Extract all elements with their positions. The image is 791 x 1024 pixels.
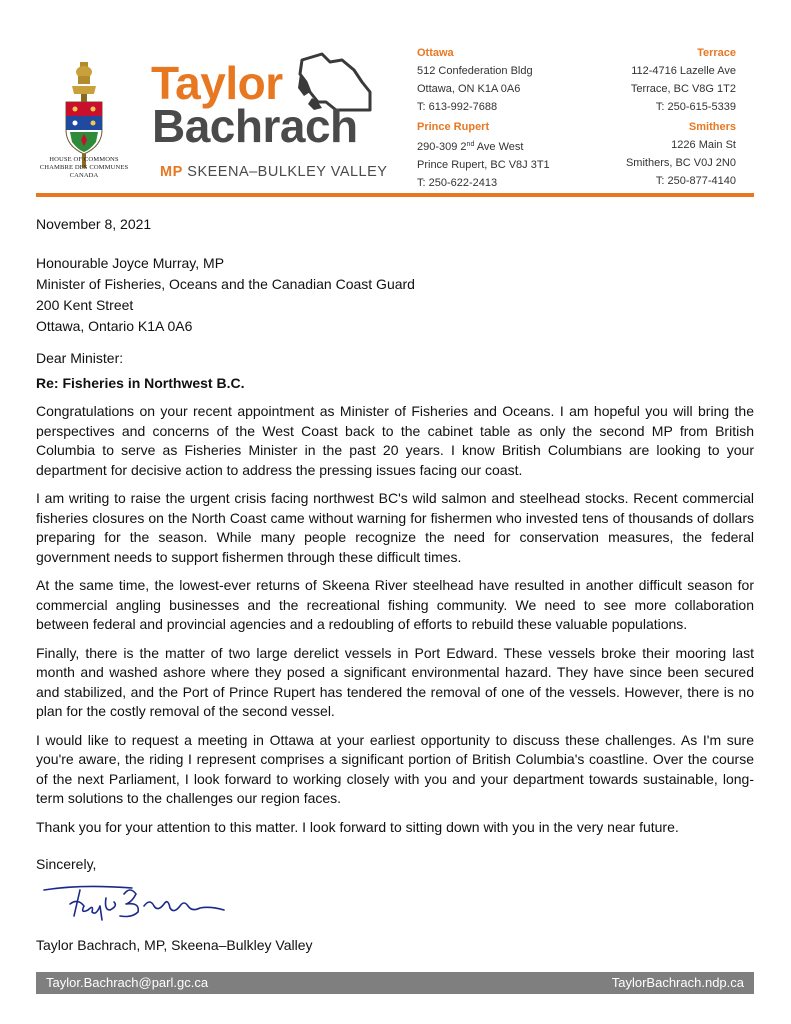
crest-caption-line: CHAMBRE DES COMMUNES: [39, 164, 129, 171]
riding-label: SKEENA–BULKLEY VALLEY: [187, 164, 388, 180]
handwritten-signature-icon: [40, 876, 230, 936]
body-paragraph: Thank you for your attention to this matter. I look forward to sitting down with you in the very near future.: [36, 818, 679, 835]
closing: Sincerely,: [36, 856, 97, 872]
office-ottawa: [417, 44, 533, 116]
office-address-line: 512 Confederation Bldg: [417, 65, 533, 77]
body-paragraph: I am writing to raise the urgent crisis facing northwest BC's wild salmon and steelhead stocks. Recent commercial fisheries closures on the North Coast came without warning for fishermen who invested tens of thousands of dollars preparing for the season. While many people recognize the need for conservation measures, the federal government needs to support fishermen through these difficult times.: [36, 490, 754, 565]
recipient-line: 200 Kent Street: [36, 297, 134, 313]
signer-name: Taylor Bachrach, MP, Skeena–Bulkley Valley: [36, 937, 313, 953]
crest-caption-line: HOUSE OF COMMONS: [49, 156, 119, 163]
office-title: Prince Rupert: [417, 121, 490, 133]
address-part: 290-309 2: [417, 141, 467, 153]
footer-bar: [36, 972, 754, 994]
office-prince-rupert: [417, 118, 550, 192]
office-address-line: 1226 Main St: [671, 139, 736, 151]
recipient-line: Honourable Joyce Murray, MP: [36, 255, 225, 271]
logo-name-first: Taylor: [151, 57, 283, 109]
footer-website-link[interactable]: TaylorBachrach.ndp.ca: [611, 975, 744, 990]
office-phone: T: 613-992-7688: [417, 101, 498, 113]
mp-prefix: MP: [160, 164, 183, 180]
riding-name: [160, 164, 387, 180]
office-address-line: 112-4716 Lazelle Ave: [631, 65, 736, 77]
address-part: Ave West: [474, 141, 524, 153]
office-title: Smithers: [688, 121, 736, 133]
office-smithers: [626, 118, 736, 190]
logo-name-last: Bachrach: [152, 100, 358, 152]
crest-caption-line: CANADA: [69, 172, 99, 179]
recipient-block: [36, 253, 415, 337]
office-phone: T: 250-877-4140: [655, 175, 736, 187]
office-title: Terrace: [697, 47, 736, 59]
office-address-line: Terrace, BC V8G 1T2: [630, 83, 736, 95]
office-address-line: Smithers, BC V0J 2N0: [625, 157, 736, 169]
salutation: Dear Minister:: [36, 350, 124, 366]
body-paragraph: Finally, there is the matter of two large derelict vessels in Port Edward. These vessels broke their mooring last month and washed ashore where they posed a significant environmental hazard. They have since been secured and stabilized, and the Port of Prince Rupert has tendered the removal of one of the vessels. However, there is no plan for the costly removal of the second vessel.: [36, 644, 754, 719]
office-title: Ottawa: [417, 47, 454, 59]
office-address-line: Ottawa, ON K1A 0A6: [417, 83, 521, 95]
office-phone: T: 250-622-2413: [417, 177, 498, 189]
body-paragraph: At the same time, the lowest-ever returns of Skeena River steelhead have resulted in another difficult season for commercial angling businesses and the recreational fishing community. We need to see more collaboration between federal and provincial agencies and a redoubling of efforts to rebuild these valuable populations.: [36, 577, 754, 632]
address-superscript: nd: [466, 141, 475, 148]
office-terrace: [631, 44, 736, 116]
body-paragraph: I would like to request a meeting in Ottawa at your earliest opportunity to discuss these challenges. As I'm sure you're aware, the riding I represent comprises a significant portion of British Columbia's coastline. Over the course of the next Parliament, I look forward to working closely with you and your department towards sustainable, long-term solutions to the challenges our region faces.: [36, 731, 754, 806]
office-phone: T: 250-615-5339: [655, 101, 736, 113]
office-address-line: [417, 136, 550, 156]
footer-email-link[interactable]: Taylor.Bachrach@parl.gc.ca: [46, 975, 209, 990]
office-address-line: Prince Rupert, BC V8J 3T1: [417, 159, 550, 171]
recipient-line: Ottawa, Ontario K1A 0A6: [36, 318, 193, 334]
header-divider: [36, 193, 754, 197]
letter-date: November 8, 2021: [36, 216, 152, 232]
letter-body: [36, 402, 754, 846]
crest-caption: [32, 156, 136, 180]
subject-line: Re: Fisheries in Northwest B.C.: [36, 375, 245, 391]
body-paragraph: Congratulations on your recent appointment as Minister of Fisheries and Oceans. I am hopeful you will bring the perspectives and concerns of the West Coast back to the cabinet table as only the second MP from British Columbia to serve as Fisheries Minister in the past 20 years. I know British Columbians are looking to your department for decisive action to address the pressing issues facing our coast.: [36, 403, 754, 478]
recipient-line: Minister of Fisheries, Oceans and the Canadian Coast Guard: [36, 276, 415, 292]
